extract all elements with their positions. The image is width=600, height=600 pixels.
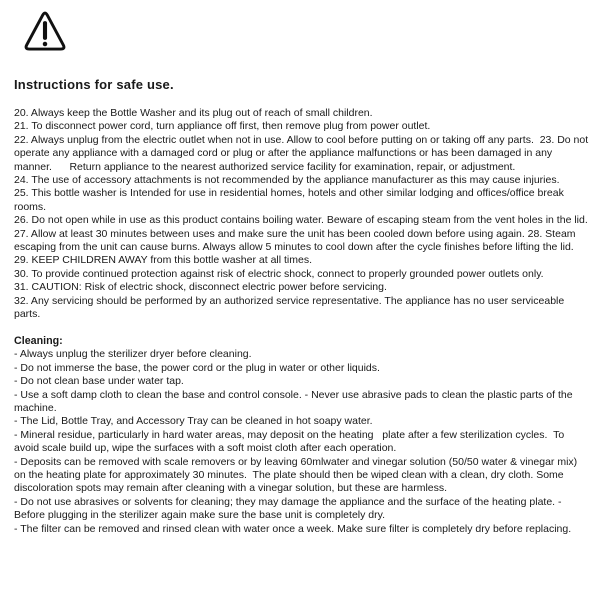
safety-item-30: 30. To provide continued protection against risk of electric shock, connect to properly grounded power outlets only. (14, 267, 544, 280)
cleaning-section (14, 348, 589, 536)
warning-icon (21, 7, 69, 52)
cleaning-item: - The filter can be removed and rinsed clean with water once a week. Make sure filter is completely dry before replacing. (14, 522, 572, 535)
safety-item-20: 20. Always keep the Bottle Washer and its plug out of reach of small children. (14, 107, 373, 119)
cleaning-item: - Deposits can be removed with scale removers or by leaving 60mlwater and vinegar solution (50/50 water & vinegar mix) on the heating plate for approximately 30 minutes. The plate should then be wiped clean with a clean, dry cloth. Some discoloration spots may remain after cleaning with a vinegar solution, but these are harmless. (14, 455, 581, 495)
safety-item-26: 26. Do not open while in use as this product contains boiling water. Beware of escaping steam from the vent holes in the lid. (14, 214, 588, 227)
safety-item-29: 29. KEEP CHILDREN AWAY from this bottle washer at all times. (14, 254, 312, 267)
safety-item-21: 21. To disconnect power cord, turn appliance off first, then remove plug from power outlet. (14, 120, 431, 133)
safety-instructions-section (14, 107, 592, 322)
safety-item-22-23: 22. Always unplug from the electric outlet when not in use. Allow to cool before putting on or taking off any parts. 23. Do not operate any appliance with a damaged cord or plug or after the appliance malfunctions or has been damaged in any manner. Return appliance to the nearest authorized service facility for examination, repair, or adjustment. (14, 133, 592, 173)
cleaning-item: - Do not clean base under water tap. (14, 375, 184, 388)
safety-item-31: 31. CAUTION: Risk of electric shock, disconnect electric power before servicing. (14, 281, 387, 294)
cleaning-item: - The Lid, Bottle Tray, and Accessory Tray can be cleaned in hot soapy water. (14, 415, 373, 428)
cleaning-item: - Do not use abrasives or solvents for cleaning; they may damage the appliance and the surface of the heating plate. - Before plugging in the sterilizer again make sure the base unit is completely dry. (14, 495, 565, 522)
safety-item-25: 25. This bottle washer is Intended for use in residential homes, hotels and other similar lodging and offices/office break rooms. (14, 187, 567, 213)
cleaning-item: - Always unplug the sterilizer dryer before cleaning. (14, 348, 252, 361)
cleaning-item: - Mineral residue, particularly in hard water areas, may deposit on the heating plate after a few sterilization cycles. To avoid scale build up, wipe the surfaces with a soft moist cloth after each operation. (14, 428, 568, 455)
cleaning-item: - Use a soft damp cloth to clean the base and control console. - Never use abrasive pads to clean the plastic parts of the machine. (14, 388, 576, 414)
safety-item-27-28: 27. Allow at least 30 minutes between uses and make sure the unit has been cooled down before using again. 28. Steam escaping from the unit can cause burns. Always allow 5 minutes to cool down after the cycle finishes before lifting the lid. (14, 227, 579, 254)
page-title: Instructions for safe use. (14, 77, 174, 92)
safety-item-24: 24. The use of accessory attachments is not recommended by the appliance manufacturer as this may cause injuries. (14, 174, 560, 187)
cleaning-item: - Do not immerse the base, the power cord or the plug in water or other liquids. (14, 361, 380, 374)
safety-item-32: 32. Any servicing should be performed by an authorized service representative. The appliance has no user serviceable parts. (14, 294, 568, 321)
cleaning-heading: Cleaning: (14, 334, 63, 347)
